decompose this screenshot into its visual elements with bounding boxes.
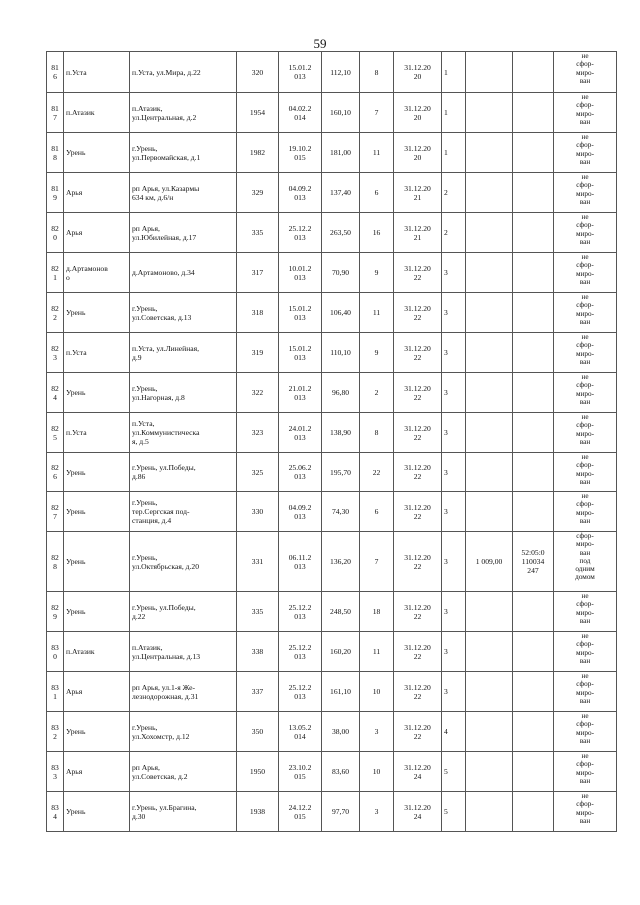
cell-cadastral [513,413,554,453]
cell-address: п.Уста, ул.Мира, д.22 [130,52,237,93]
cell-cadastral: 52:05:0 110034 247 [513,532,554,592]
cell-code: 331 [237,532,279,592]
cell-code: 1982 [237,133,279,173]
cell-stage: 3 [442,532,466,592]
cell-area: 106,40 [322,293,360,333]
cell-address: г.Урень, ул.Брагина, д.30 [130,792,237,832]
cell-status: не сфор- миро- ван [554,632,617,672]
page-number: 59 [313,36,327,51]
cell-num: 82 2 [47,293,64,333]
cell-date: 04.02.2 014 [279,93,322,133]
cell-extra-area [466,453,513,492]
cell-extra-area [466,592,513,632]
cell-deadline: 31.12.20 24 [394,752,442,792]
cell-locality: Урень [64,712,130,752]
cell-address: п.Атазик, ул.Центральная, д.13 [130,632,237,672]
cell-deadline: 31.12.20 22 [394,492,442,532]
cell-date: 06.11.2 013 [279,532,322,592]
table-row [47,133,617,173]
cell-deadline: 31.12.20 22 [394,632,442,672]
table-row [47,752,617,792]
cell-extra-area [466,373,513,413]
cell-locality: д.Артамонов o [64,253,130,293]
cell-locality: Арья [64,213,130,253]
cell-status: не сфор- миро- ван [554,792,617,832]
cell-locality: Урень [64,133,130,173]
cell-address: г.Урень, ул.Октябрьская, д.20 [130,532,237,592]
cell-units: 10 [360,752,394,792]
cell-cadastral [513,133,554,173]
cell-code: 320 [237,52,279,93]
cell-num: 81 6 [47,52,64,93]
cell-address: рп Арья, ул.1-я Же- лезнодорожная, д.31 [130,672,237,712]
cell-code: 329 [237,173,279,213]
cell-units: 3 [360,792,394,832]
cell-units: 11 [360,133,394,173]
cell-status: не сфор- миро- ван [554,52,617,93]
cell-code: 1954 [237,93,279,133]
cell-locality: Урень [64,453,130,492]
cell-date: 13.05.2 014 [279,712,322,752]
cell-locality: Урень [64,532,130,592]
cell-num: 82 1 [47,253,64,293]
cell-units: 16 [360,213,394,253]
cell-date: 19.10.2 015 [279,133,322,173]
cell-code: 350 [237,712,279,752]
cell-deadline: 31.12.20 22 [394,293,442,333]
cell-status: не сфор- миро- ван [554,592,617,632]
housing-table [46,51,617,832]
cell-area: 195,70 [322,453,360,492]
cell-status: сфор- миро- ван под одним домом [554,532,617,592]
cell-deadline: 31.12.20 22 [394,532,442,592]
cell-deadline: 31.12.20 22 [394,453,442,492]
cell-deadline: 31.12.20 21 [394,173,442,213]
cell-status: не сфор- миро- ван [554,93,617,133]
cell-deadline: 31.12.20 22 [394,712,442,752]
cell-area: 112,10 [322,52,360,93]
cell-date: 24.12.2 015 [279,792,322,832]
cell-stage: 3 [442,373,466,413]
cell-address: п.Уста, ул.Коммунистическа я, д.5 [130,413,237,453]
cell-code: 319 [237,333,279,373]
cell-address: д.Артамоново, д.34 [130,253,237,293]
cell-extra-area [466,253,513,293]
cell-units: 22 [360,453,394,492]
cell-num: 81 7 [47,93,64,133]
cell-locality: Урень [64,492,130,532]
cell-num: 83 1 [47,672,64,712]
cell-units: 2 [360,373,394,413]
cell-num: 83 4 [47,792,64,832]
cell-extra-area [466,672,513,712]
table-row [47,672,617,712]
cell-deadline: 31.12.20 20 [394,93,442,133]
cell-cadastral [513,492,554,532]
cell-deadline: 31.12.20 22 [394,373,442,413]
cell-cadastral [513,333,554,373]
cell-deadline: 31.12.20 22 [394,413,442,453]
cell-stage: 2 [442,173,466,213]
cell-status: не сфор- миро- ван [554,453,617,492]
cell-cadastral [513,453,554,492]
cell-date: 24.01.2 013 [279,413,322,453]
cell-stage: 3 [442,632,466,672]
table-row [47,792,617,832]
cell-deadline: 31.12.20 20 [394,133,442,173]
cell-cadastral [513,712,554,752]
cell-area: 161,10 [322,672,360,712]
cell-num: 82 4 [47,373,64,413]
cell-num: 83 2 [47,712,64,752]
cell-deadline: 31.12.20 24 [394,792,442,832]
cell-area: 96,80 [322,373,360,413]
cell-code: 325 [237,453,279,492]
table-row [47,333,617,373]
cell-num: 82 9 [47,592,64,632]
cell-units: 10 [360,672,394,712]
cell-locality: Урень [64,373,130,413]
cell-extra-area [466,413,513,453]
cell-area: 74,30 [322,492,360,532]
cell-address: г.Урень, ул.Советская, д.13 [130,293,237,333]
cell-status: не сфор- миро- ван [554,173,617,213]
cell-num: 83 3 [47,752,64,792]
table-row [47,712,617,752]
cell-locality: Урень [64,293,130,333]
cell-status: не сфор- миро- ван [554,672,617,712]
cell-address: г.Урень, ул.Первомайская, д.1 [130,133,237,173]
cell-locality: Арья [64,672,130,712]
cell-locality: п.Уста [64,52,130,93]
cell-code: 337 [237,672,279,712]
cell-address: п.Атазик, ул.Центральная, д.2 [130,93,237,133]
table-row [47,453,617,492]
cell-locality: Урень [64,592,130,632]
cell-status: не сфор- миро- ван [554,133,617,173]
cell-stage: 3 [442,672,466,712]
cell-area: 263,50 [322,213,360,253]
cell-cadastral [513,792,554,832]
table-row [47,373,617,413]
cell-num: 82 6 [47,453,64,492]
cell-address: п.Уста, ул.Линейная, д.9 [130,333,237,373]
cell-num: 81 8 [47,133,64,173]
cell-deadline: 31.12.20 22 [394,672,442,712]
cell-deadline: 31.12.20 22 [394,253,442,293]
cell-address: рп Арья, ул.Советская, д.2 [130,752,237,792]
cell-area: 97,70 [322,792,360,832]
cell-date: 04.09.2 013 [279,173,322,213]
cell-extra-area [466,492,513,532]
table-row [47,592,617,632]
cell-units: 9 [360,333,394,373]
cell-date: 25.12.2 013 [279,592,322,632]
table-row [47,632,617,672]
cell-address: рп Арья, ул.Юбилейная, д.17 [130,213,237,253]
cell-address: г.Урень, тер.Сергская под- станция, д.4 [130,492,237,532]
cell-cadastral [513,253,554,293]
cell-num: 82 0 [47,213,64,253]
cell-area: 160,10 [322,93,360,133]
cell-stage: 3 [442,492,466,532]
cell-date: 21.01.2 013 [279,373,322,413]
cell-num: 82 3 [47,333,64,373]
cell-date: 15.01.2 013 [279,293,322,333]
table-row [47,213,617,253]
cell-address: г.Урень, ул.Нагорная, д.8 [130,373,237,413]
cell-date: 25.06.2 013 [279,453,322,492]
cell-area: 137,40 [322,173,360,213]
cell-stage: 3 [442,333,466,373]
cell-code: 338 [237,632,279,672]
table-row [47,293,617,333]
cell-cadastral [513,93,554,133]
cell-stage: 5 [442,752,466,792]
cell-stage: 4 [442,712,466,752]
cell-date: 25.12.2 013 [279,632,322,672]
cell-date: 25.12.2 013 [279,672,322,712]
cell-units: 6 [360,492,394,532]
table-row [47,253,617,293]
cell-locality: Арья [64,173,130,213]
cell-area: 248,50 [322,592,360,632]
cell-cadastral [513,632,554,672]
cell-area: 70,90 [322,253,360,293]
cell-extra-area [466,712,513,752]
cell-stage: 1 [442,133,466,173]
cell-num: 81 9 [47,173,64,213]
cell-stage: 3 [442,413,466,453]
cell-code: 323 [237,413,279,453]
cell-date: 25.12.2 013 [279,213,322,253]
cell-date: 15.01.2 013 [279,333,322,373]
cell-extra-area [466,133,513,173]
cell-extra-area [466,52,513,93]
cell-extra-area [466,173,513,213]
cell-status: не сфор- миро- ван [554,373,617,413]
cell-units: 9 [360,253,394,293]
cell-units: 6 [360,173,394,213]
table-body [47,52,617,832]
cell-code: 317 [237,253,279,293]
cell-deadline: 31.12.20 21 [394,213,442,253]
cell-num: 82 8 [47,532,64,592]
cell-extra-area [466,293,513,333]
cell-cadastral [513,173,554,213]
cell-extra-area [466,752,513,792]
table-row [47,413,617,453]
cell-extra-area [466,93,513,133]
cell-address: рп Арья, ул.Казармы 634 км, д.6/н [130,173,237,213]
cell-cadastral [513,592,554,632]
cell-stage: 2 [442,213,466,253]
cell-stage: 3 [442,453,466,492]
cell-code: 322 [237,373,279,413]
cell-address: г.Урень, ул.Победы, д.22 [130,592,237,632]
cell-status: не сфор- миро- ван [554,213,617,253]
cell-locality: Урень [64,792,130,832]
cell-code: 330 [237,492,279,532]
cell-cadastral [513,52,554,93]
cell-address: г.Урень, ул.Хохомстр, д.12 [130,712,237,752]
cell-extra-area [466,213,513,253]
cell-code: 318 [237,293,279,333]
cell-area: 83,60 [322,752,360,792]
table-row [47,173,617,213]
table-row [47,93,617,133]
cell-stage: 3 [442,253,466,293]
cell-deadline: 31.12.20 22 [394,333,442,373]
cell-units: 11 [360,293,394,333]
cell-units: 18 [360,592,394,632]
cell-locality: п.Уста [64,413,130,453]
cell-num: 82 7 [47,492,64,532]
cell-extra-area [466,632,513,672]
cell-num: 83 0 [47,632,64,672]
table-row [47,532,617,592]
cell-area: 160,20 [322,632,360,672]
cell-locality: п.Атазик [64,93,130,133]
cell-stage: 1 [442,52,466,93]
cell-cadastral [513,373,554,413]
cell-deadline: 31.12.20 22 [394,592,442,632]
cell-date: 15.01.2 013 [279,52,322,93]
cell-units: 8 [360,413,394,453]
cell-area: 181,00 [322,133,360,173]
table-row [47,492,617,532]
cell-area: 136,20 [322,532,360,592]
cell-status: не сфор- миро- ван [554,712,617,752]
cell-locality: п.Атазик [64,632,130,672]
cell-units: 7 [360,532,394,592]
cell-code: 335 [237,213,279,253]
cell-date: 04.09.2 013 [279,492,322,532]
cell-status: не сфор- миро- ван [554,333,617,373]
table-row [47,52,617,93]
cell-stage: 3 [442,293,466,333]
cell-stage: 5 [442,792,466,832]
cell-stage: 1 [442,93,466,133]
cell-date: 10.01.2 013 [279,253,322,293]
cell-code: 335 [237,592,279,632]
cell-status: не сфор- миро- ван [554,413,617,453]
cell-stage: 3 [442,592,466,632]
cell-status: не сфор- миро- ван [554,492,617,532]
cell-extra-area: 1 009,00 [466,532,513,592]
cell-units: 3 [360,712,394,752]
cell-code: 1950 [237,752,279,792]
cell-num: 82 5 [47,413,64,453]
cell-cadastral [513,213,554,253]
cell-units: 7 [360,93,394,133]
cell-date: 23.10.2 015 [279,752,322,792]
cell-address: г.Урень, ул.Победы, д.86 [130,453,237,492]
cell-locality: Арья [64,752,130,792]
cell-cadastral [513,752,554,792]
cell-code: 1938 [237,792,279,832]
cell-status: не сфор- миро- ван [554,293,617,333]
cell-units: 8 [360,52,394,93]
cell-locality: п.Уста [64,333,130,373]
cell-extra-area [466,333,513,373]
cell-extra-area [466,792,513,832]
cell-area: 38,00 [322,712,360,752]
cell-area: 138,90 [322,413,360,453]
cell-units: 11 [360,632,394,672]
cell-status: не сфор- миро- ван [554,253,617,293]
cell-cadastral [513,293,554,333]
cell-cadastral [513,672,554,712]
cell-status: не сфор- миро- ван [554,752,617,792]
cell-deadline: 31.12.20 20 [394,52,442,93]
cell-area: 110,10 [322,333,360,373]
